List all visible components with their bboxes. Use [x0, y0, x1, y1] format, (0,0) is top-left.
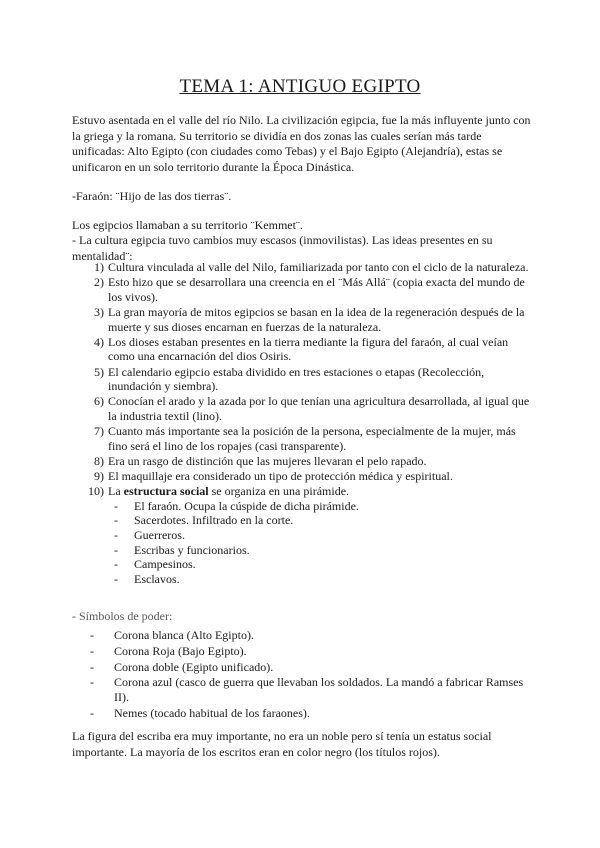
simbolo-text: Corona azul (casco de guerra que llevaban los soldados. La mandó a fabricar Ramses II). [114, 675, 524, 705]
dash-bullet: - [90, 705, 94, 720]
item-text: El calendario egipcio estaba dividido en tres estaciones o etapas (Recolección, inundación y siembra). [108, 364, 485, 394]
escriba-paragraph: La figura del escriba era muy importante, no era un noble pero sí tenía un estatus social importante. La mayoría de los escritos eran en color negro (los títulos rojos). [72, 729, 492, 759]
pyramid-item [114, 557, 536, 572]
list-item [84, 335, 536, 364]
item-text: Esto hizo que se desarrollara una creencia en el ¨Más Allá¨ (copia exacta del mundo de los vivos). [108, 275, 525, 304]
item-number: 8) [94, 453, 104, 468]
dash-bullet: - [90, 659, 94, 674]
dash-bullet: - [90, 643, 94, 658]
intro-paragraph: Estuvo asentada en el valle del río Nilo. La civilización egipcia, fue la más influyente junto con la griega y la romana. Su territorio se dividía en dos zonas las cuales serían más tarde unificadas: Alto Egipto (con ciudades como Tebas) y el Bajo Egipto (Alejandría), estas se unificaron en un solo territorio durante la Época Dinástica. [72, 113, 531, 174]
pyramid-item [114, 572, 536, 587]
simbolo-item [90, 660, 530, 675]
simbolo-text: Corona blanca (Alto Egipto). [114, 628, 254, 642]
page-title: TEMA 1: ANTIGUO EGIPTO [179, 76, 421, 97]
dash-bullet: - [114, 542, 118, 557]
simbolo-item [90, 706, 530, 721]
pyramid-list [114, 499, 536, 587]
farao-line: -Faraón: ¨Hijo de las dos tierras¨. [72, 189, 232, 203]
list-item [84, 394, 536, 423]
item-number: 1) [94, 260, 104, 274]
item-number: 5) [94, 364, 104, 379]
simbolo-item [90, 628, 530, 643]
item-number: 7) [94, 424, 104, 439]
list-item [84, 469, 536, 484]
item-text: Conocían el arado y la azada por lo que tenían una agricultura desarrollada, al igual que la industria textil (lino). [108, 394, 530, 423]
kemmet-line: Los egipcios llamaban a su territorio ¨Kemmet¨. [72, 218, 303, 232]
pyramid-text: Esclavos. [134, 571, 180, 586]
list-item [84, 305, 536, 334]
simbolos-list [90, 628, 530, 722]
item-number: 2) [94, 275, 104, 290]
item-text: Cultura vinculada al valle del Nilo, familiarizada por tanto con el ciclo de la naturaleza. [108, 260, 529, 274]
pyramid-item [114, 513, 536, 528]
pyramid-item [114, 528, 536, 543]
simbolo-item [90, 675, 530, 705]
item-text: Los dioses estaban presentes en la tierra mediante la figura del faraón, al cual veían como una encarnación del dios Osiris. [108, 334, 509, 364]
list-item [84, 454, 536, 469]
list-item [84, 424, 536, 453]
item-text: Era un rasgo de distinción que las mujeres llevaran el pelo rapado. [108, 453, 427, 468]
list-item [84, 260, 536, 275]
item-text-post: se organiza en una pirámide. [208, 484, 350, 499]
item-number: 10) [88, 484, 104, 499]
item-number: 9) [94, 469, 104, 484]
item-text-pre: La [108, 484, 124, 499]
dash-bullet: - [114, 513, 118, 528]
item-number: 6) [94, 394, 104, 409]
simbolo-text: Corona doble (Egipto unificado). [114, 659, 274, 674]
ideas-list [84, 260, 536, 587]
dash-bullet: - [114, 571, 118, 586]
cultura-intro: - La cultura egipcia tuvo cambios muy escasos (inmovilistas). Las ideas presentes en su mentalidad¨: [72, 233, 493, 263]
item-text-bold: estructura social [123, 484, 209, 499]
item-text: La gran mayoría de mitos egipcios se basan en la idea de la regeneración después de la muerte y sus dioses encarnan en fuerzas de la naturaleza. [108, 304, 525, 334]
item-number: 4) [94, 334, 104, 349]
dash-bullet: - [90, 675, 94, 690]
dash-bullet: - [90, 628, 94, 642]
pyramid-text: El faraón. Ocupa la cúspide de dicha pirámide. [134, 498, 359, 513]
item-text: Cuanto más importante sea la posición de la persona, especialmente de la mujer, más fino será el lino de los ropajes (casi transparente). [108, 424, 516, 453]
pyramid-text: Escribas y funcionarios. [134, 542, 250, 557]
pyramid-item [114, 543, 536, 558]
simbolos-heading: - Símbolos de poder: [72, 609, 173, 623]
dash-bullet: - [114, 498, 118, 513]
simbolo-text: Corona Roja (Bajo Egipto). [114, 643, 247, 658]
simbolo-text: Nemes (tocado habitual de los faraones). [114, 705, 310, 720]
list-item [84, 484, 536, 586]
list-item [84, 365, 536, 394]
pyramid-text: Campesinos. [134, 557, 196, 572]
pyramid-text: Sacerdotes. Infiltrado en la corte. [134, 513, 294, 528]
pyramid-item [114, 499, 536, 514]
dash-bullet: - [114, 557, 118, 572]
list-item [84, 275, 536, 304]
item-text: El maquillaje era considerado un tipo de protección médica y espiritual. [108, 469, 453, 484]
dash-bullet: - [114, 528, 118, 543]
simbolo-item [90, 644, 530, 659]
pyramid-text: Guerreros. [134, 528, 185, 543]
item-number: 3) [94, 304, 104, 319]
